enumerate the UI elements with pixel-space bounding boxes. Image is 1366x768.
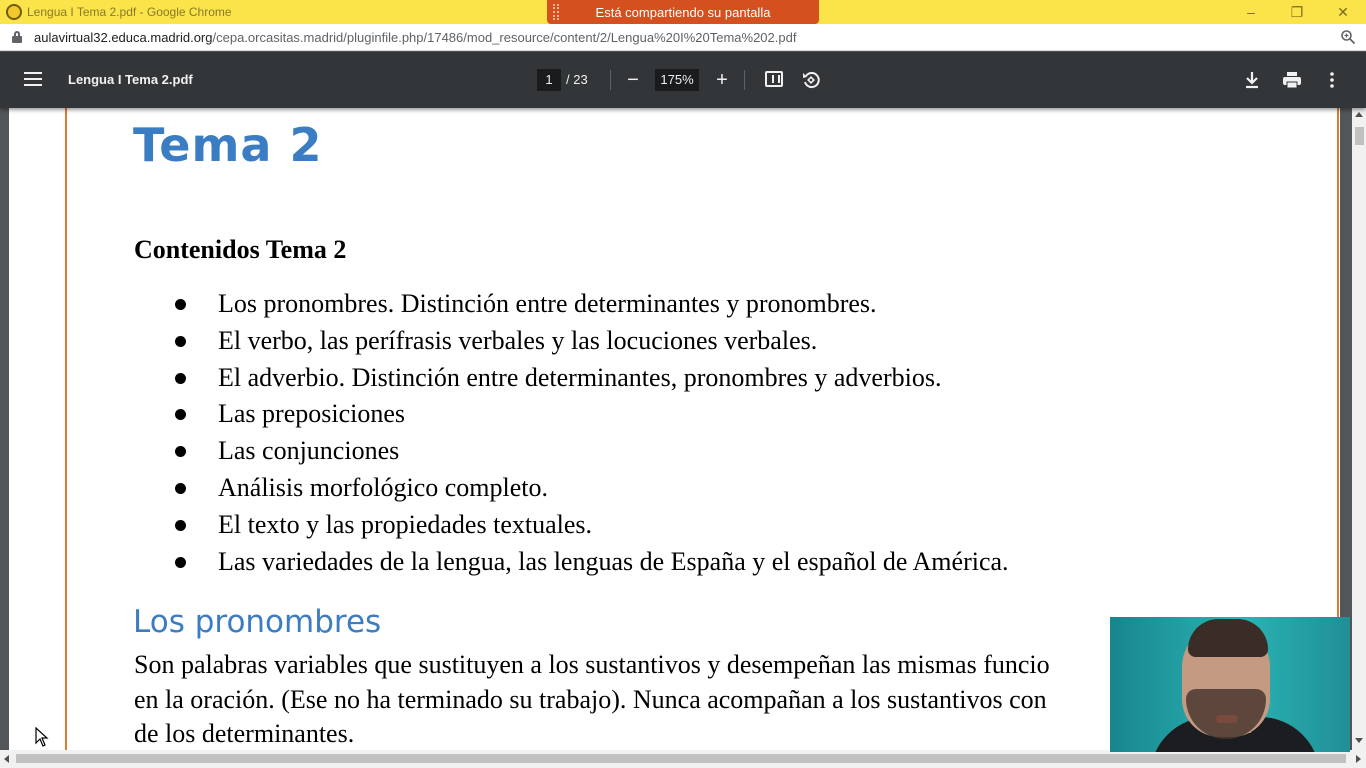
lock-icon[interactable] — [12, 31, 22, 43]
document-title: Lengua I Tema 2.pdf — [68, 72, 193, 87]
url-path: /cepa.orcasitas.madrid/pluginfile.php/17486/mod_resource/content/2/Lengua%20I%20Tema%202.pdf — [212, 30, 797, 45]
page-number-input[interactable]: 1 — [537, 69, 561, 91]
print-icon[interactable] — [1280, 68, 1304, 92]
bullet-icon — [175, 409, 186, 420]
horizontal-scroll-thumb[interactable] — [16, 754, 1346, 763]
scroll-left-arrow-icon[interactable] — [4, 755, 9, 763]
mouse-cursor-icon — [35, 727, 49, 747]
document-heading: Tema 2 — [133, 118, 323, 172]
toolbar-divider — [610, 70, 611, 90]
bullet-icon — [175, 373, 186, 384]
bullet-icon — [175, 483, 186, 494]
fit-to-page-icon[interactable] — [765, 71, 783, 87]
paragraph-line: en la oración. (Ese no ha terminado su trabajo). Nunca acompañan a los sustantivos con — [134, 684, 1047, 714]
list-item-text: Los pronombres. Distinción entre determinantes y pronombres. — [218, 289, 877, 318]
url-text[interactable] — [34, 30, 796, 45]
rotate-icon[interactable] — [801, 70, 821, 90]
bullet-icon — [175, 557, 186, 568]
scroll-down-arrow-icon[interactable] — [1355, 738, 1363, 743]
zoom-level-input[interactable]: 175% — [655, 69, 699, 91]
chrome-app-icon — [6, 4, 22, 20]
paragraph-line: Son palabras variables que sustituyen a los sustantivos y desempeñan las mismas funcio — [134, 650, 1050, 679]
list-item-text: El verbo, las perífrasis verbales y las locuciones verbales. — [218, 325, 818, 355]
list-item-text: Las conjunciones — [218, 436, 400, 466]
download-icon[interactable] — [1240, 68, 1264, 92]
screen-share-banner[interactable] — [547, 0, 819, 24]
paragraph-line: de los determinantes. — [134, 719, 355, 748]
section-paragraph — [134, 648, 1050, 750]
zoom-in-button[interactable]: + — [716, 69, 728, 91]
bullet-icon — [175, 520, 186, 531]
screen-share-text: Está compartiendo su pantalla — [595, 5, 771, 20]
page-total: / 23 — [566, 72, 588, 87]
zoom-out-button[interactable]: − — [627, 69, 639, 91]
contents-heading: Contenidos Tema 2 — [134, 235, 347, 264]
bullet-icon — [175, 336, 186, 347]
bullet-icon — [175, 299, 186, 310]
list-item-text: Análisis morfológico completo. — [218, 472, 549, 502]
toolbar-divider — [744, 70, 745, 90]
page-border-left — [65, 108, 67, 750]
vertical-scrollbar[interactable] — [1352, 108, 1366, 750]
list-item-text: El texto y las propiedades textuales. — [218, 509, 593, 539]
window-title: Lengua I Tema 2.pdf - Google Chrome — [27, 5, 232, 19]
menu-icon[interactable] — [24, 72, 42, 86]
webcam-overlay — [1110, 617, 1350, 752]
zoom-magnifier-icon[interactable] — [1340, 29, 1356, 45]
more-options-icon[interactable] — [1320, 68, 1344, 92]
list-item-text: El adverbio. Distinción entre determinantes, pronombres y adverbios. — [218, 362, 942, 392]
restore-button[interactable]: ❐ — [1290, 4, 1304, 20]
minimize-button[interactable]: – — [1247, 4, 1255, 20]
list-item-text: Las variedades de la lengua, las lenguas de España y el español de América. — [218, 546, 1009, 576]
horizontal-scrollbar[interactable] — [0, 750, 1366, 768]
pdf-toolbar — [0, 52, 1366, 108]
close-button[interactable]: ✕ — [1337, 4, 1349, 20]
list-item-text: Las preposiciones — [218, 399, 406, 429]
section-heading: Los pronombres — [133, 604, 382, 640]
scroll-up-arrow-icon[interactable] — [1355, 112, 1363, 117]
bullet-icon — [175, 446, 186, 457]
window-titlebar — [0, 0, 1366, 24]
address-bar[interactable] — [0, 24, 1366, 51]
vertical-scroll-thumb[interactable] — [1355, 127, 1364, 145]
scroll-right-arrow-icon[interactable] — [1356, 755, 1361, 763]
url-host: aulavirtual32.educa.madrid.org — [34, 30, 213, 45]
